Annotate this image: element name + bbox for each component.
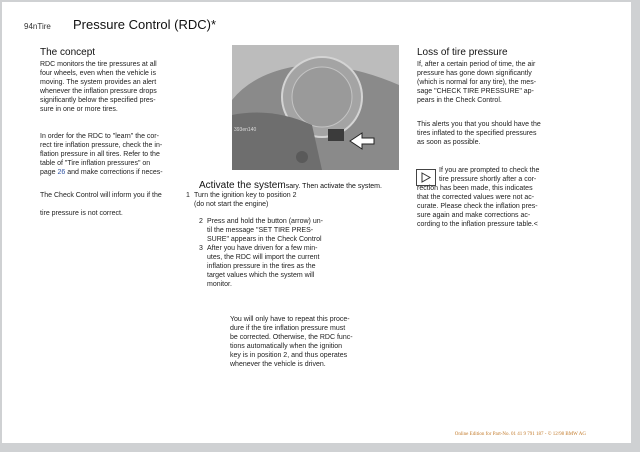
- page-title: Pressure Control (RDC)*: [73, 17, 217, 32]
- activate-heading: Activate the systemsary. Then activate the system.: [199, 180, 382, 191]
- concept-heading: The concept: [40, 47, 96, 58]
- activate-steps-2: [199, 217, 359, 289]
- dashboard-illustration: [232, 45, 399, 170]
- step-2: 2 Press and hold the button (arrow) un- til the message "SET TIRE PRES- SURE" appears in the Check Control: [199, 218, 323, 243]
- concept-paragraph-1: RDC monitors the tire pressures at all four wheels, even when the vehicle is moving. The system provides an alert whenever the inflation pressure drops significantly below the specified pres- sure in one or more tires.: [40, 61, 157, 113]
- repeat-paragraph: You will only have to repeat this proce- dure if the tire inflation pressure must be corrected. Otherwise, the RDC func- tions automatically when the ignition key is in position 2, and thus operates whenever the vehicle is driven.: [230, 316, 353, 368]
- concept-paragraph-4: tire pressure is not correct.: [40, 210, 123, 217]
- footer-edition: Online Edition for Part-No. 01 41 9 791 187 - © 12/98 BMW AG: [454, 432, 586, 437]
- activate-steps: [186, 191, 346, 209]
- dashboard-photo: [232, 45, 399, 170]
- page-link[interactable]: 26: [57, 169, 66, 176]
- loss-paragraph-1: If, after a certain period of time, the air pressure has gone down significantly (which is normal for any tire), the mes- sage "CHECK TIRE PRESSURE" ap- pears in the Check Control.: [417, 61, 537, 104]
- manual-page: [2, 2, 631, 443]
- step-1: 1 Turn the ignition key to position 2 (do not start the engine): [186, 192, 297, 208]
- loss-paragraph-2: This alerts you that you should have the tires inflated to the specified pressures as soon as possible.: [417, 121, 541, 146]
- concept-paragraph-2: In order for the RDC to "learn" the cor- rect tire inflation pressure, check the in- flation pressure in all tires. Refer to the table of "Tire inflation pressures" on page 26 and make corrections if neces-: [40, 133, 163, 176]
- page-number: 94nTire: [24, 22, 51, 31]
- concept-paragraph-3: The Check Control will inform you if the: [40, 192, 162, 199]
- photo-label: 393en140: [234, 127, 257, 133]
- step-3: 3 After you have driven for a few min- utes, the RDC will import the current inflation pressure in the tires as the target values which the system will monitor.: [199, 245, 320, 288]
- loss-heading: Loss of tire pressure: [417, 47, 508, 58]
- note-paragraph: If you are prompted to check the tire pressure shortly after a cor- rection has been made, this indicates that the corrected values were not ac- curate. Please check the inflation pres- sure again and make corrections ac- cording to the inflation pressure table.<: [417, 167, 540, 228]
